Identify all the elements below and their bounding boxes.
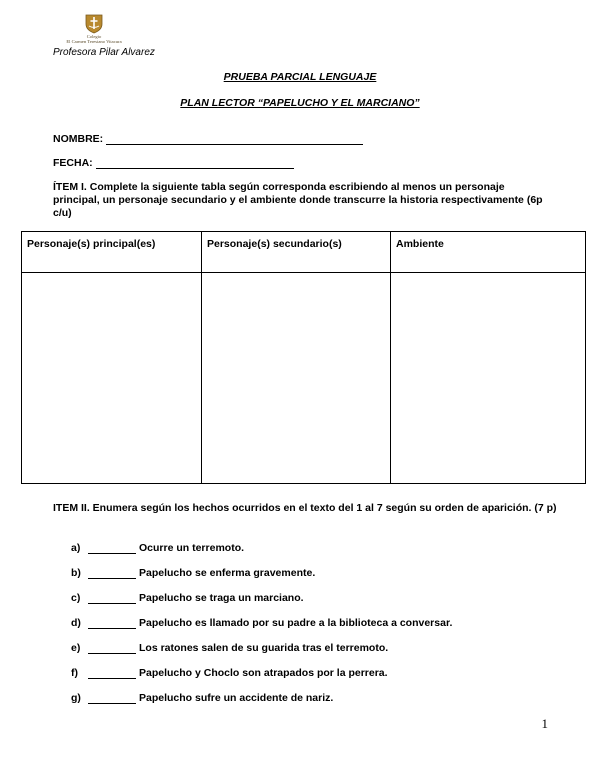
school-crest-icon	[83, 12, 105, 34]
event-text: Ocurre un terremoto.	[139, 542, 245, 554]
reading-plan-title: PLAN LECTOR “PAPELUCHO Y EL MARCIANO”	[180, 97, 420, 109]
order-blank[interactable]	[88, 692, 136, 704]
event-letter: b)	[71, 567, 81, 579]
order-blank[interactable]	[88, 592, 136, 604]
answer-cell-setting[interactable]	[391, 273, 586, 484]
list-item	[71, 617, 452, 642]
column-header-secondary-characters: Personaje(s) secundario(s)	[202, 232, 391, 273]
column-header-setting: Ambiente	[391, 232, 586, 273]
teacher-name: Profesora Pilar Alvarez	[53, 47, 155, 58]
event-letter: a)	[71, 542, 81, 554]
date-blank-line[interactable]	[96, 157, 294, 169]
logo-caption-line-1: Colegio	[86, 34, 102, 39]
order-blank[interactable]	[88, 542, 136, 554]
order-blank[interactable]	[88, 642, 136, 654]
logo-caption-line-2: El Carmen Teresiano Vitacura	[66, 39, 122, 45]
date-label: FECHA:	[53, 157, 93, 169]
name-label: NOMBRE:	[53, 133, 104, 145]
characters-table	[21, 231, 586, 484]
list-item	[71, 642, 452, 667]
name-field	[53, 133, 363, 145]
list-item	[71, 592, 452, 617]
order-blank[interactable]	[88, 567, 136, 579]
event-text: Papelucho se traga un marciano.	[139, 592, 304, 604]
name-blank-line[interactable]	[106, 133, 363, 145]
table-answer-row	[22, 273, 586, 484]
table-header-row	[22, 232, 586, 273]
page-number: 1	[541, 716, 548, 731]
event-letter: d)	[71, 617, 81, 629]
event-letter: f)	[71, 667, 78, 679]
event-letter: e)	[71, 642, 81, 654]
event-text: Los ratones salen de su guarida tras el terremoto.	[139, 642, 389, 654]
list-item	[71, 692, 452, 717]
list-item	[71, 542, 452, 567]
events-list	[71, 542, 452, 717]
event-text: Papelucho y Choclo son atrapados por la perrera.	[139, 667, 388, 679]
school-logo	[62, 12, 126, 45]
test-title: PRUEBA PARCIAL LENGUAJE	[223, 71, 377, 83]
column-header-main-characters: Personaje(s) principal(es)	[22, 232, 202, 273]
date-field	[53, 157, 294, 169]
answer-cell-main-characters[interactable]	[22, 273, 202, 484]
order-blank[interactable]	[88, 617, 136, 629]
event-text: Papelucho es llamado por su padre a la biblioteca a conversar.	[139, 617, 453, 629]
order-blank[interactable]	[88, 667, 136, 679]
event-letter: c)	[71, 592, 81, 604]
event-letter: g)	[71, 692, 81, 704]
event-text: Papelucho sufre un accidente de nariz.	[139, 692, 334, 704]
item2-instructions: ITEM II. Enumera según los hechos ocurridos en el texto del 1 al 7 según su orden de aparición. (7 p)	[53, 502, 557, 514]
event-text: Papelucho se enferma gravemente.	[139, 567, 316, 579]
answer-cell-secondary-characters[interactable]	[202, 273, 391, 484]
list-item	[71, 667, 452, 692]
item1-instructions: ÍTEM I. Complete la siguiente tabla según corresponda escribiendo al menos un personaje principal, un personaje secundario y el ambiente donde transcurre la historia respectivamente (6p c/u)	[53, 181, 543, 219]
list-item	[71, 567, 452, 592]
